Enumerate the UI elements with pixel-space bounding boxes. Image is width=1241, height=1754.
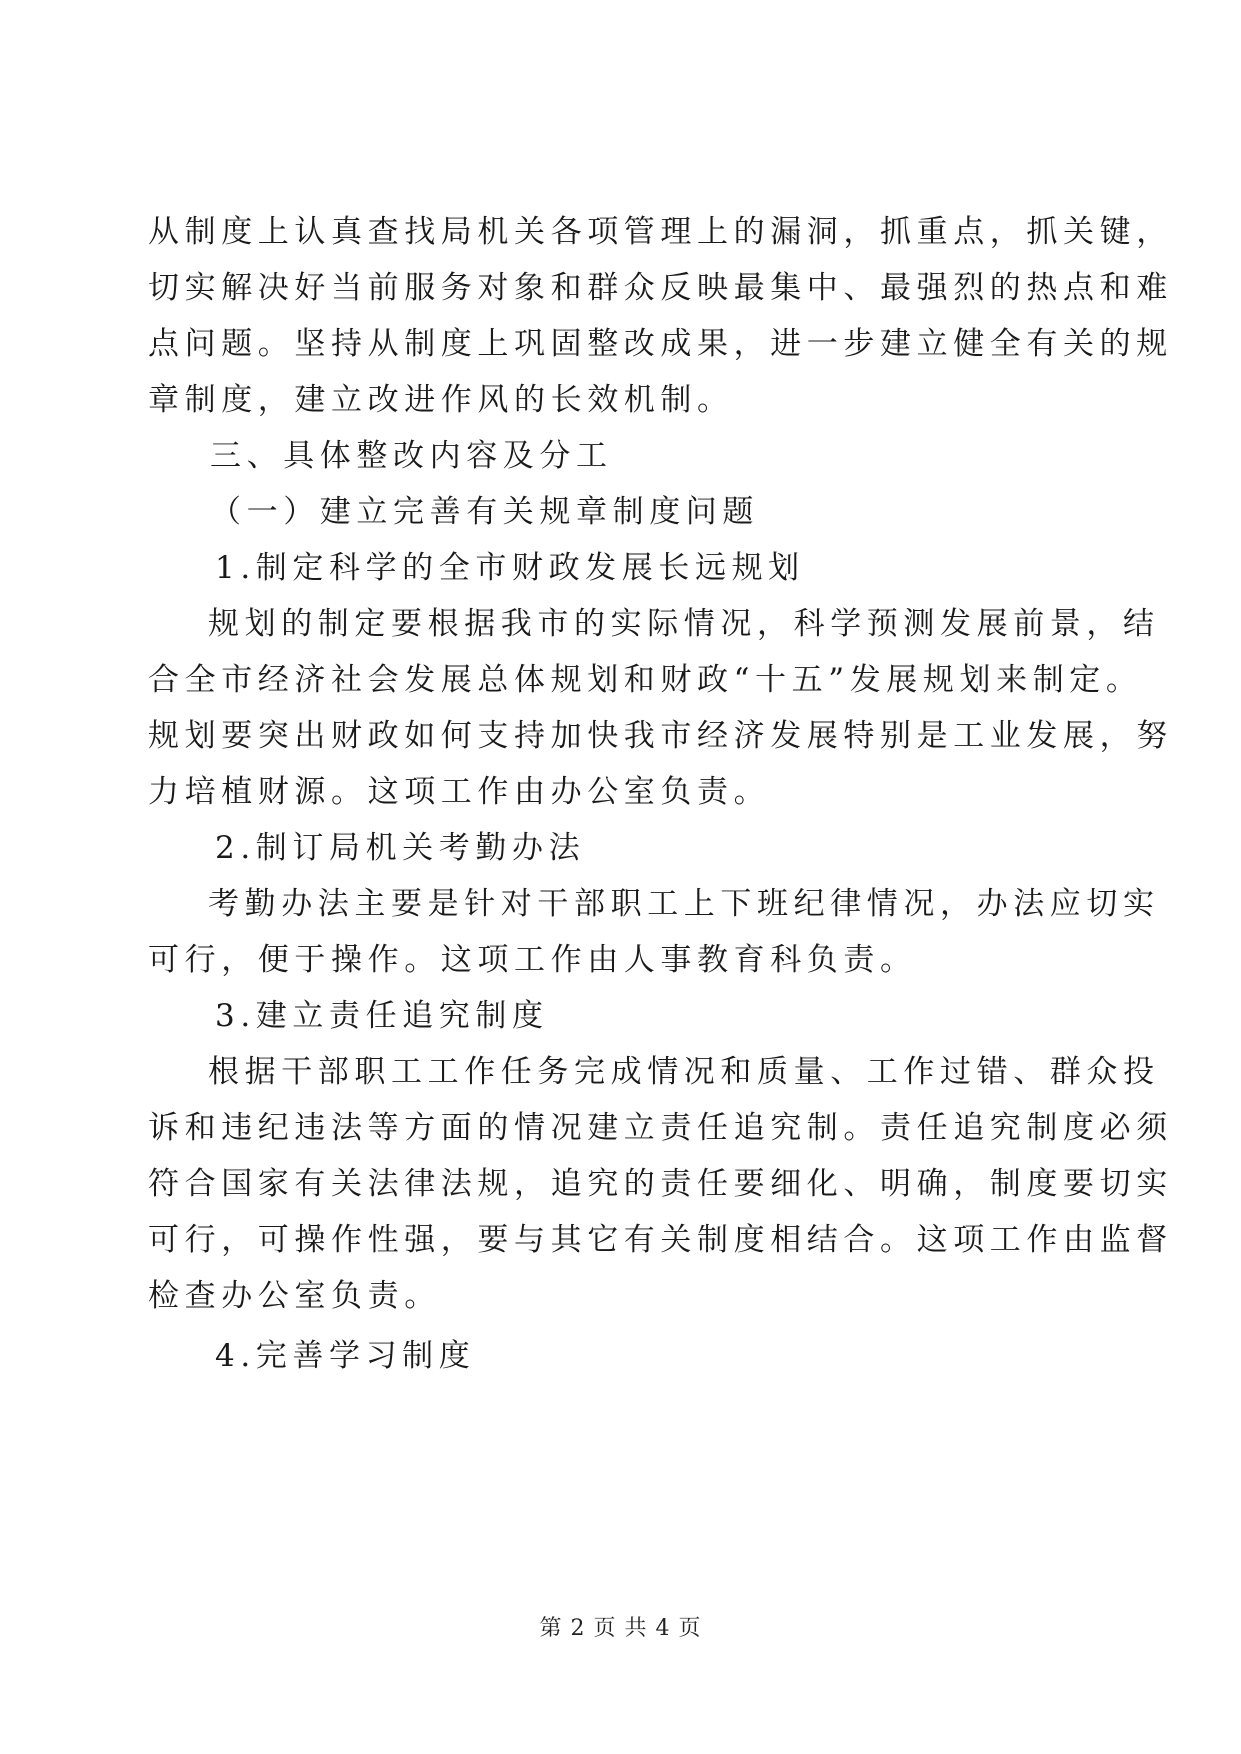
body-line: 规划的制定要根据我市的实际情况，科学预测发展前景，结: [208, 606, 1160, 642]
body-line: 诉和违纪违法等方面的情况建立责任追究制。责任追究制度必须: [148, 1110, 1173, 1146]
body-line: 从制度上认真查找局机关各项管理上的漏洞，抓重点，抓关键，: [148, 214, 1173, 250]
body-line: 合全市经济社会发展总体规划和财政“十五”发展规划来制定。: [148, 662, 1143, 698]
body-line: 可行，可操作性强，要与其它有关制度相结合。这项工作由监督: [148, 1222, 1173, 1258]
section-heading: 三、具体整改内容及分工: [210, 438, 613, 474]
body-line: 检查办公室负责。: [148, 1278, 441, 1314]
item-heading: 1.制定科学的全市财政发展长远规划: [215, 550, 805, 586]
body-line: 点问题。坚持从制度上巩固整改成果，进一步建立健全有关的规: [148, 326, 1173, 362]
page-footer: 第 2 页 共 4 页: [539, 1616, 702, 1641]
subsection-heading: （一）建立完善有关规章制度问题: [210, 494, 759, 530]
item-heading: 3.建立责任追究制度: [215, 998, 549, 1034]
body-line: 规划要突出财政如何支持加快我市经济发展特别是工业发展，努: [148, 718, 1173, 754]
body-line: 切实解决好当前服务对象和群众反映最集中、最强烈的热点和难: [148, 270, 1173, 306]
body-line: 根据干部职工工作任务完成情况和质量、工作过错、群众投: [208, 1054, 1160, 1090]
body-line: 考勤办法主要是针对干部职工上下班纪律情况，办法应切实: [208, 886, 1160, 922]
body-line: 章制度，建立改进作风的长效机制。: [148, 382, 734, 418]
body-line: 力培植财源。这项工作由办公室负责。: [148, 774, 771, 810]
item-heading: 2.制订局机关考勤办法: [215, 830, 586, 866]
item-heading: 4.完善学习制度: [215, 1338, 476, 1374]
body-line: 符合国家有关法律法规，追究的责任要细化、明确，制度要切实: [148, 1166, 1173, 1202]
body-line: 可行，便于操作。这项工作由人事教育科负责。: [148, 942, 917, 978]
